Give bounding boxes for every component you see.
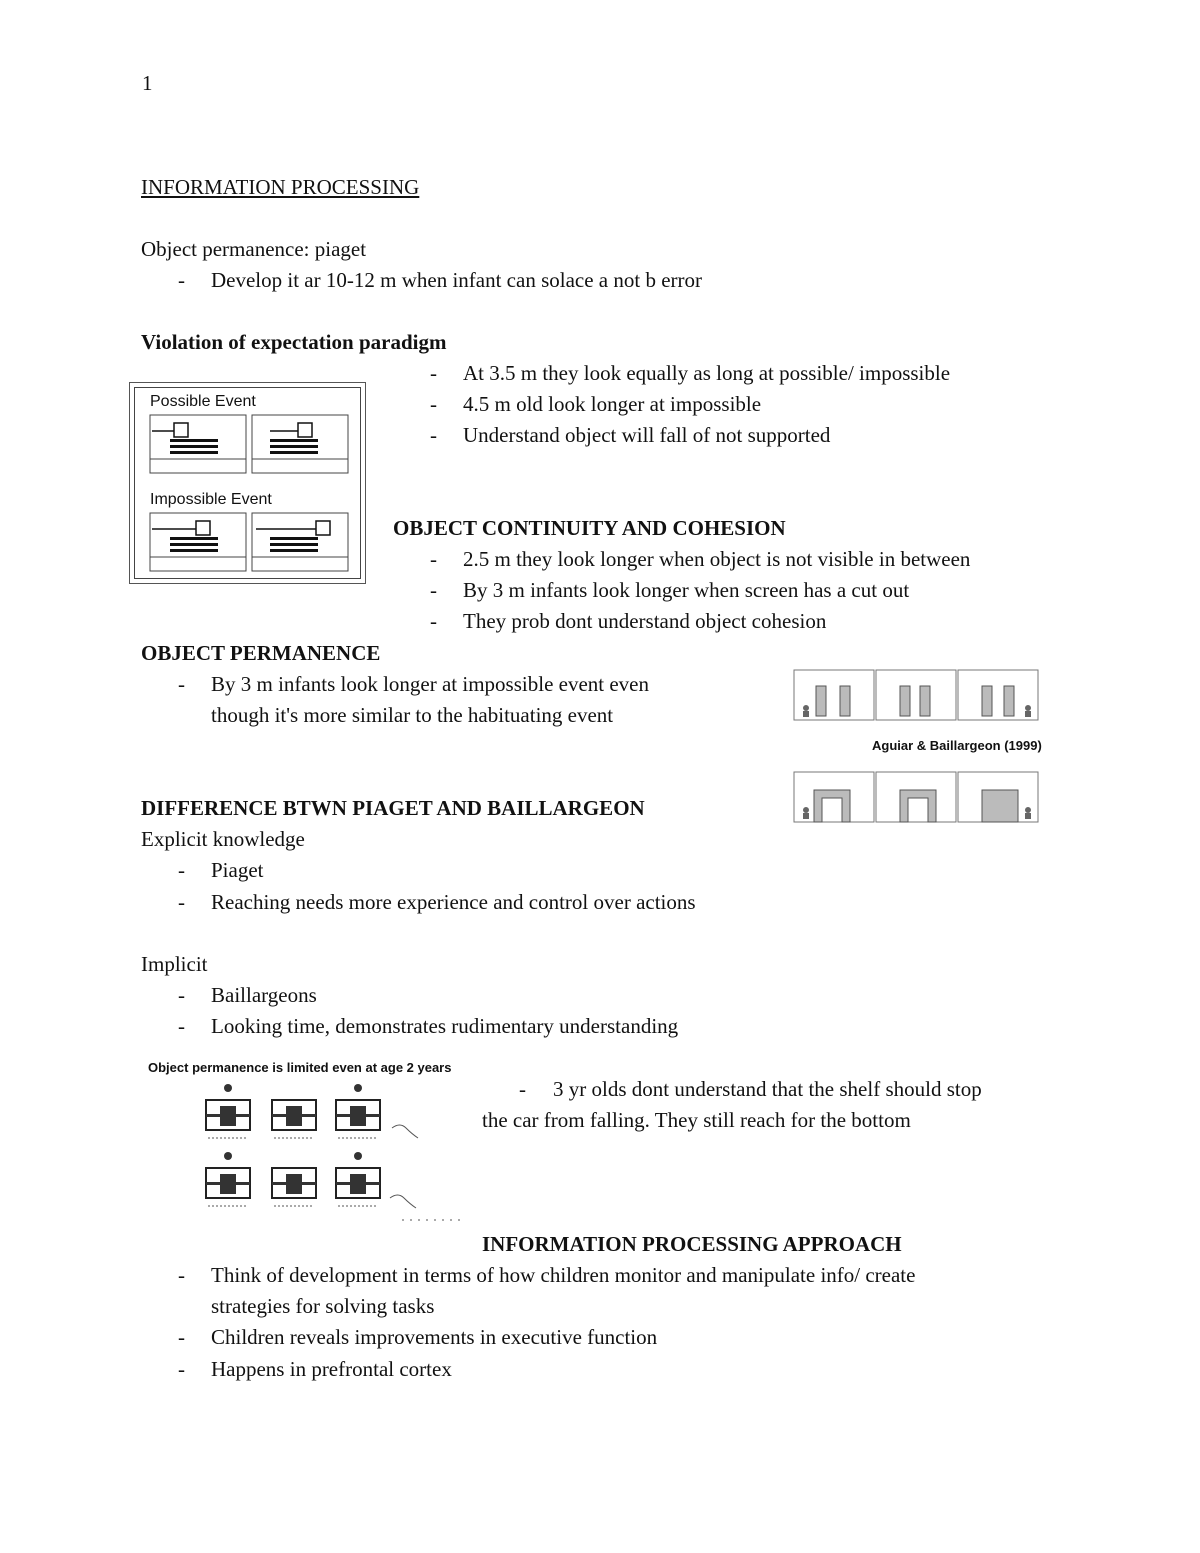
bullet-dash: -	[519, 1077, 526, 1101]
bullet-dash: -	[178, 983, 185, 1007]
list-item: Develop it ar 10-12 m when infant can solace a not b error	[211, 268, 702, 292]
list-item: Baillargeons	[211, 983, 317, 1007]
list-item-continuation: strategies for solving tasks	[211, 1294, 435, 1318]
section-heading-continuity: OBJECT CONTINUITY AND COHESION	[393, 516, 786, 540]
section-heading-object-permanence: OBJECT PERMANENCE	[141, 641, 381, 665]
figure-caption: Aguiar & Baillargeon (1999)	[872, 738, 1042, 753]
page-number: 1	[142, 71, 153, 95]
event-panels	[130, 383, 365, 583]
impossible-event-label: Impossible Event	[150, 491, 272, 508]
list-item-continuation: the car from falling. They still reach for the bottom	[482, 1108, 911, 1132]
list-item: 3 yr olds dont understand that the shelf should stop	[553, 1077, 982, 1101]
list-item: By 3 m infants look longer when screen has a cut out	[463, 578, 910, 602]
aguiar-baillargeon-figure	[790, 662, 1045, 826]
bullet-dash: -	[178, 1357, 185, 1381]
bullet-dash: -	[178, 890, 185, 914]
bullet-dash: -	[178, 1325, 185, 1349]
page-title: INFORMATION PROCESSING	[141, 175, 420, 199]
possible-impossible-figure	[129, 382, 366, 584]
bullet-dash: -	[430, 547, 437, 571]
list-item: They prob dont understand object cohesion	[463, 609, 827, 633]
section-heading-difference: DIFFERENCE BTWN PIAGET AND BAILLARGEON	[141, 796, 645, 820]
list-item: Understand object will fall of not supported	[463, 423, 831, 447]
bullet-dash: -	[178, 858, 185, 882]
bullet-dash: -	[430, 423, 437, 447]
list-item: Think of development in terms of how children monitor and manipulate info/ create	[211, 1263, 916, 1287]
bullet-dash: -	[430, 361, 437, 385]
shelf-car-panels	[146, 1058, 468, 1226]
list-item: By 3 m infants look longer at impossible event even	[211, 672, 650, 696]
list-item: 4.5 m old look longer at impossible	[463, 392, 762, 416]
section-heading-violation: Violation of expectation paradigm	[141, 330, 447, 354]
list-item: Reaching needs more experience and control over actions	[211, 890, 696, 914]
list-item: Happens in prefrontal cortex	[211, 1357, 452, 1381]
list-item: 2.5 m they look longer when object is not visible in between	[463, 547, 971, 571]
list-item: Children reveals improvements in executive function	[211, 1325, 658, 1349]
bullet-dash: -	[178, 672, 185, 696]
section-heading-approach: INFORMATION PROCESSING APPROACH	[482, 1232, 902, 1256]
piaget-heading: Object permanence: piaget	[141, 237, 367, 261]
bullet-dash: -	[430, 578, 437, 602]
list-item: At 3.5 m they look equally as long at possible/ impossible	[463, 361, 951, 385]
possible-event-label: Possible Event	[150, 393, 256, 410]
bullet-dash: -	[178, 1014, 185, 1038]
limited-at-two-figure	[146, 1058, 468, 1226]
bullet-dash: -	[178, 268, 185, 292]
list-item: Looking time, demonstrates rudimentary understanding	[211, 1014, 679, 1038]
bullet-dash: -	[430, 609, 437, 633]
implicit-label: Implicit	[141, 952, 208, 976]
explicit-label: Explicit knowledge	[141, 827, 305, 851]
bullet-dash: -	[178, 1263, 185, 1287]
list-item-continuation: though it's more similar to the habituating event	[211, 703, 614, 727]
figure-caption: Object permanence is limited even at age 2 years	[148, 1060, 452, 1075]
list-item: Piaget	[211, 858, 264, 882]
bullet-dash: -	[430, 392, 437, 416]
